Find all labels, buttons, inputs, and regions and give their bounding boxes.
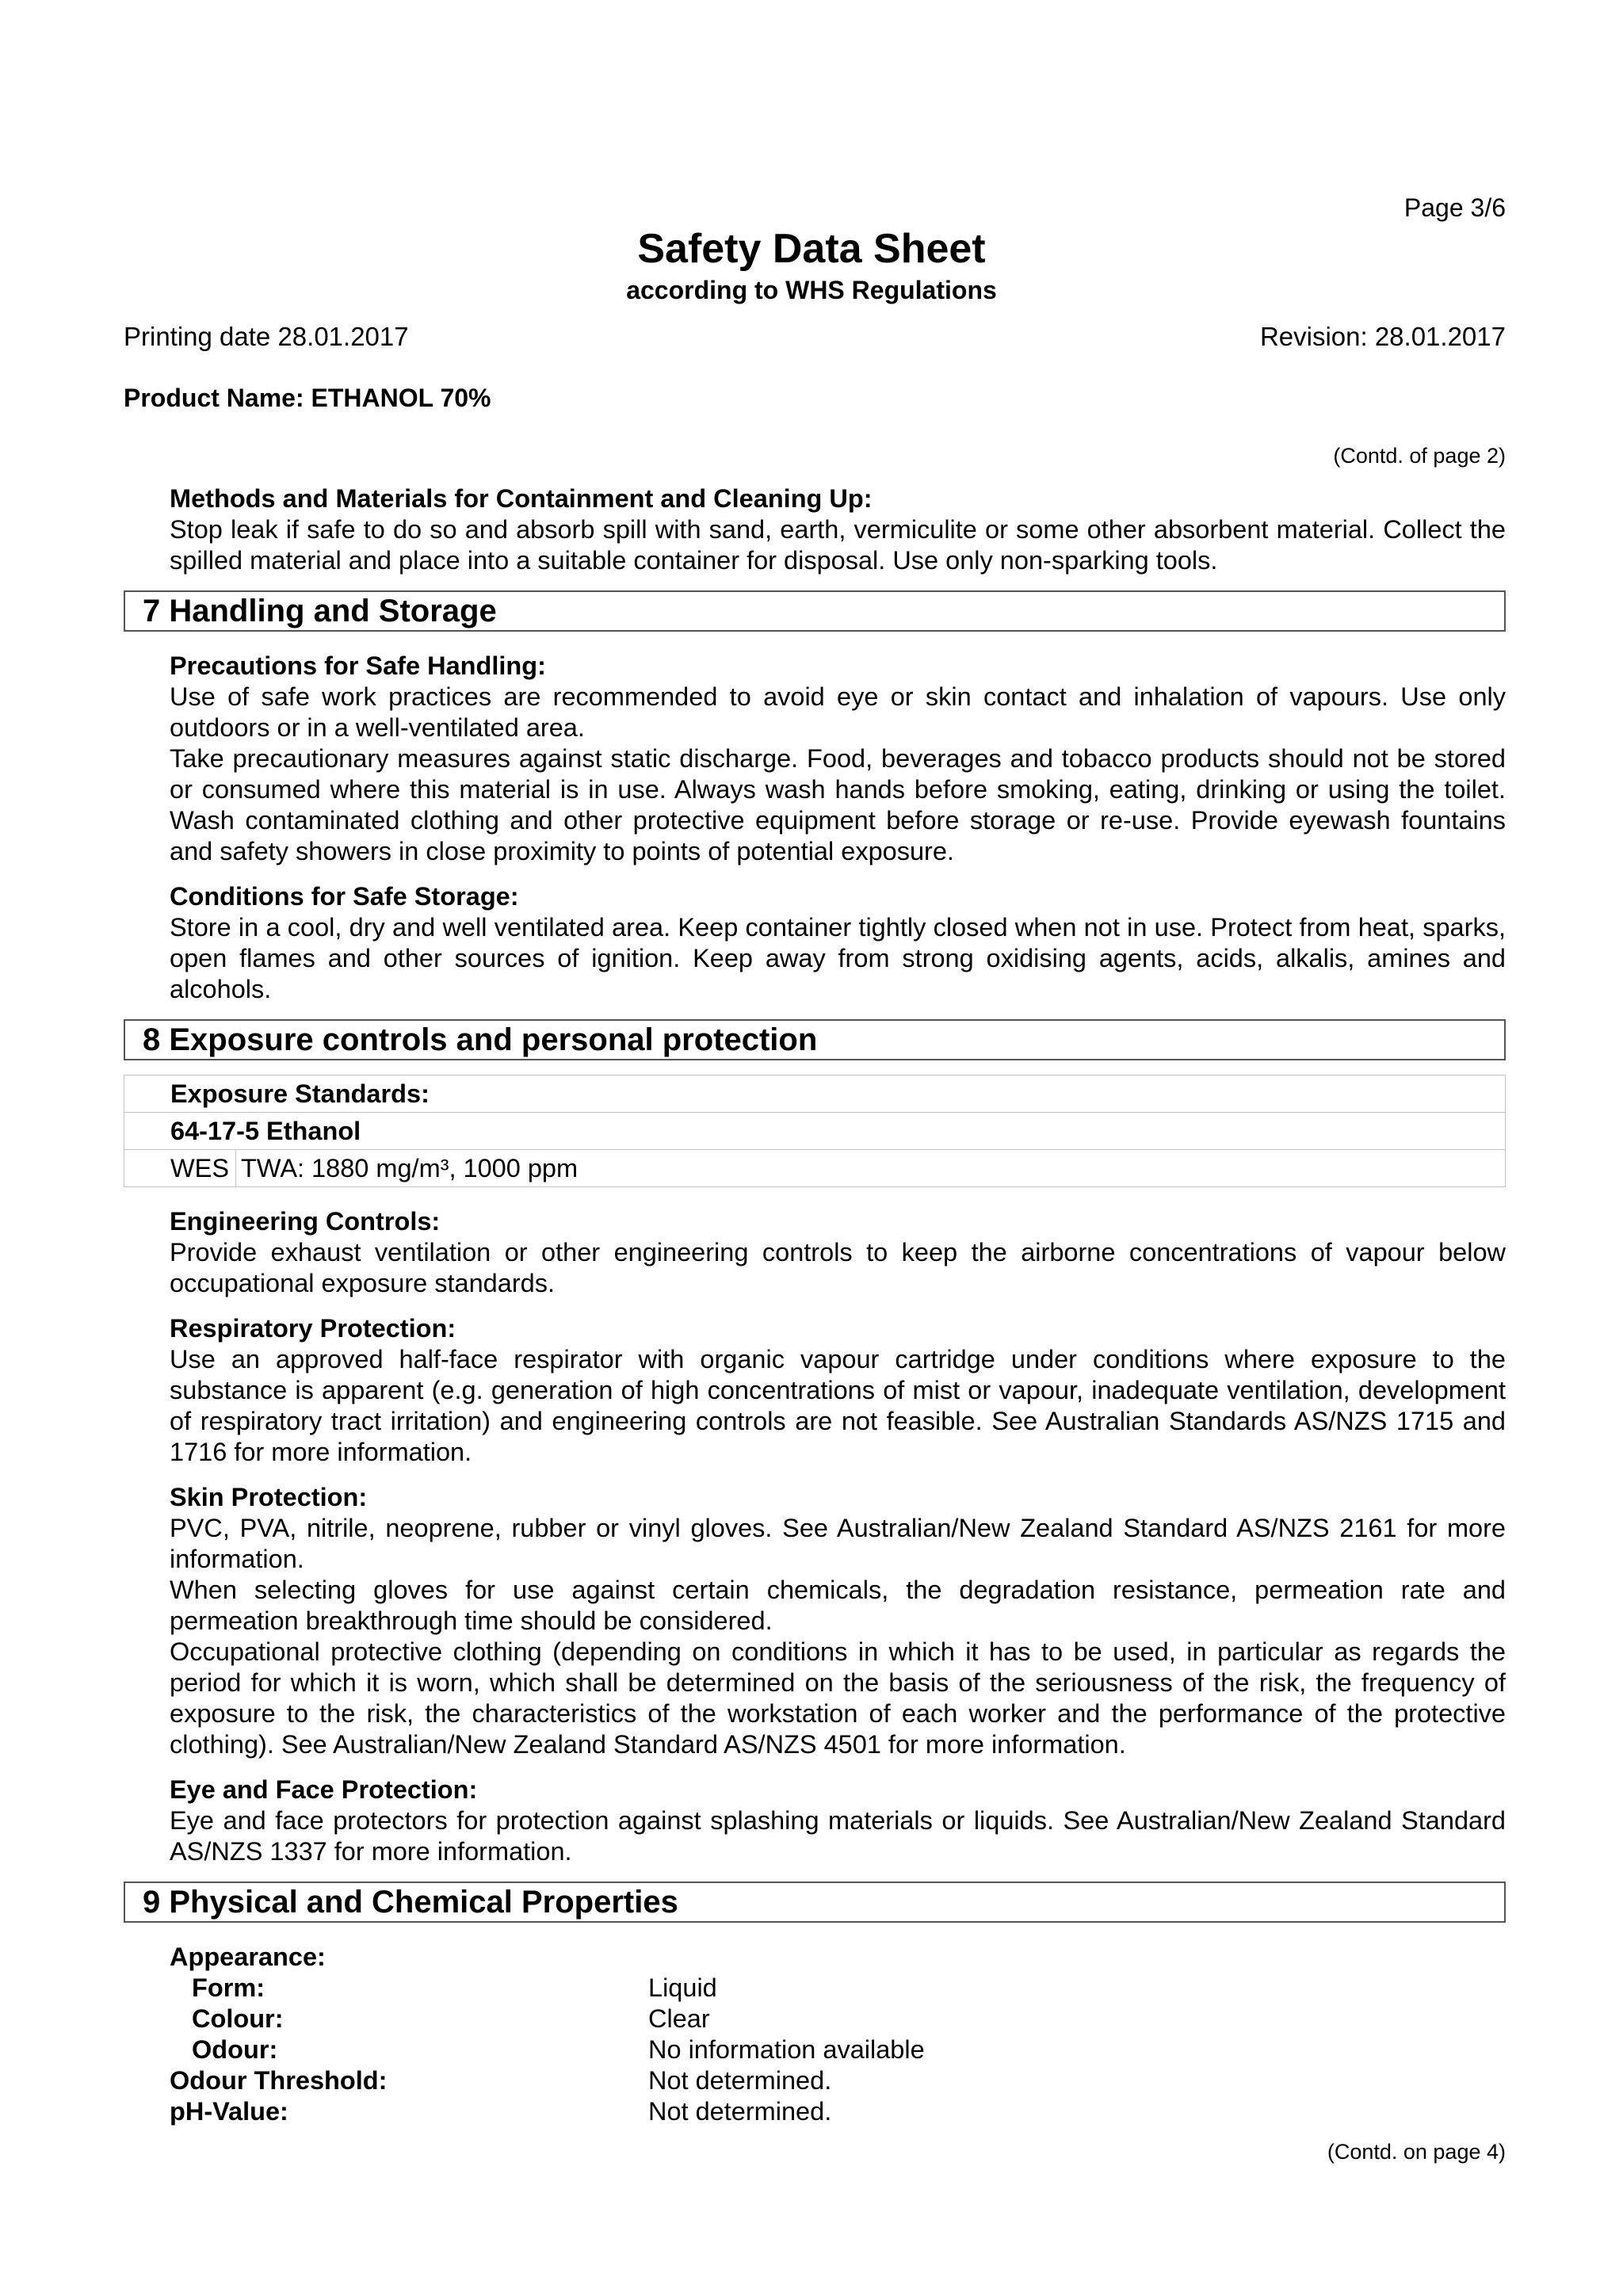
exposure-standards-table <box>124 1075 1506 1187</box>
continued-on-note: (Contd. on page 4) <box>1327 2140 1506 2164</box>
table-row <box>170 1942 925 1973</box>
product-name: Product Name: ETHANOL 70% <box>124 384 491 412</box>
appearance-label: Appearance: <box>170 1943 326 1971</box>
property-label: Odour Threshold: <box>170 2066 388 2095</box>
sds-content <box>124 483 1506 2127</box>
safe-handling-text-2: Take precautionary measures against static discharge. Food, beverages and tobacco products should not be stored or consumed where this material is in use. Always wash hands before smoking, eating, drinking or using the toilet. Wash contaminated clothing and other protective equipment before storage or re-use. Provide eyewash fountains and safety showers in close proximity to points of potential exposure. <box>170 744 1506 865</box>
containment-heading: Methods and Materials for Containment and Cleaning Up: <box>170 484 873 513</box>
continued-from-note: (Contd. of page 2) <box>1333 444 1506 468</box>
containment-text: Stop leak if safe to do so and absorb spill with sand, earth, vermiculite or some other absorbent material. Collect the spilled material and place into a suitable container for disposal. Use only non-sparking tools. <box>170 515 1506 575</box>
section-9-header: 9 Physical and Chemical Properties <box>124 1881 1506 1923</box>
substance-cell: 64-17-5 Ethanol <box>124 1113 1506 1150</box>
properties-table <box>170 1942 925 2127</box>
eye-protection-text: Eye and face protectors for protection against splashing materials or liquids. See Australian/New Zealand Standard AS/NZS 1337 for more information. <box>170 1806 1506 1866</box>
property-label: Colour: <box>192 2004 284 2033</box>
exposure-standards-heading: Exposure Standards: <box>124 1075 1506 1113</box>
property-label: Form: <box>192 1973 265 2002</box>
table-row <box>124 1075 1506 1113</box>
safe-storage-heading: Conditions for Safe Storage: <box>170 882 519 911</box>
page-number: Page 3/6 <box>1403 193 1506 222</box>
engineering-controls-block <box>124 1206 1506 1299</box>
skin-protection-text-2: When selecting gloves for use against certain chemicals, the degradation resistance, permeation rate and permeation breakthrough time should be considered. <box>170 1576 1506 1635</box>
section-7-header: 7 Handling and Storage <box>124 590 1506 632</box>
table-row <box>170 2096 925 2127</box>
limit-label-cell: WES <box>124 1150 236 1187</box>
skin-protection-text-1: PVC, PVA, nitrile, neoprene, rubber or vinyl gloves. See Australian/New Zealand Standard AS/NZS 2161 for more information. <box>170 1514 1506 1573</box>
eye-protection-heading: Eye and Face Protection: <box>170 1775 478 1804</box>
property-value: Not determined. <box>648 2097 832 2126</box>
property-label: Odour: <box>192 2035 278 2064</box>
containment-block <box>124 483 1506 576</box>
respiratory-protection-block <box>124 1313 1506 1468</box>
safe-handling-heading: Precautions for Safe Handling: <box>170 651 546 680</box>
skin-protection-text-3: Occupational protective clothing (depending on conditions in which it has to be used, in particular as regards the period for which it is worn, which shall be determined on the basis of the seriousness of the risk, the frequency of exposure to the risk, the characteristics of the workstation of each worker and the performance of the protective clothing). See Australian/New Zealand Standard AS/NZS 4501 for more information. <box>170 1637 1506 1759</box>
revision-date: Revision: 28.01.2017 <box>1259 322 1506 351</box>
table-row <box>124 1113 1506 1150</box>
engineering-controls-heading: Engineering Controls: <box>170 1207 441 1236</box>
safe-storage-text: Store in a cool, dry and well ventilated area. Keep container tightly closed when not in use. Protect from heat, sparks, open flames and other sources of ignition. Keep away from strong oxidising agents, acids, alkalis, amines and alcohols. <box>170 913 1506 1003</box>
property-value: No information available <box>648 2035 925 2064</box>
respiratory-protection-text: Use an approved half-face respirator with organic vapour cartridge under conditions where exposure to the substance is apparent (e.g. generation of high concentrations of mist or vapour, inadequate ventilation, development of respiratory tract irritation) and engineering controls are not feasible. See Australian Standards AS/NZS 1715 and 1716 for more information. <box>170 1345 1506 1466</box>
respiratory-protection-heading: Respiratory Protection: <box>170 1314 456 1343</box>
document-title: Safety Data Sheet <box>637 226 986 272</box>
section-8-header: 8 Exposure controls and personal protection <box>124 1019 1506 1060</box>
skin-protection-block <box>124 1482 1506 1760</box>
safe-storage-block <box>124 881 1506 1005</box>
property-value: Liquid <box>648 1973 717 2002</box>
limit-value-cell: TWA: 1880 mg/m³, 1000 ppm <box>236 1150 1506 1187</box>
safe-handling-block <box>124 651 1506 867</box>
table-row <box>170 1973 925 2004</box>
engineering-controls-text: Provide exhaust ventilation or other engineering controls to keep the airborne concentrations of vapour below occupational exposure standards. <box>170 1238 1506 1297</box>
table-row <box>170 2065 925 2096</box>
eye-protection-block <box>124 1775 1506 1867</box>
skin-protection-heading: Skin Protection: <box>170 1483 368 1511</box>
table-row <box>170 2034 925 2065</box>
table-row <box>124 1150 1506 1187</box>
printing-date: Printing date 28.01.2017 <box>124 322 409 351</box>
safe-handling-text-1: Use of safe work practices are recommended to avoid eye or skin contact and inhalation of vapours. Use only outdoors or in a well-ventilated area. <box>170 682 1506 742</box>
property-value: Not determined. <box>648 2066 832 2095</box>
document-subtitle: according to WHS Regulations <box>626 276 997 304</box>
property-label: pH-Value: <box>170 2097 288 2126</box>
table-row <box>170 2004 925 2034</box>
property-value: Clear <box>648 2004 710 2033</box>
